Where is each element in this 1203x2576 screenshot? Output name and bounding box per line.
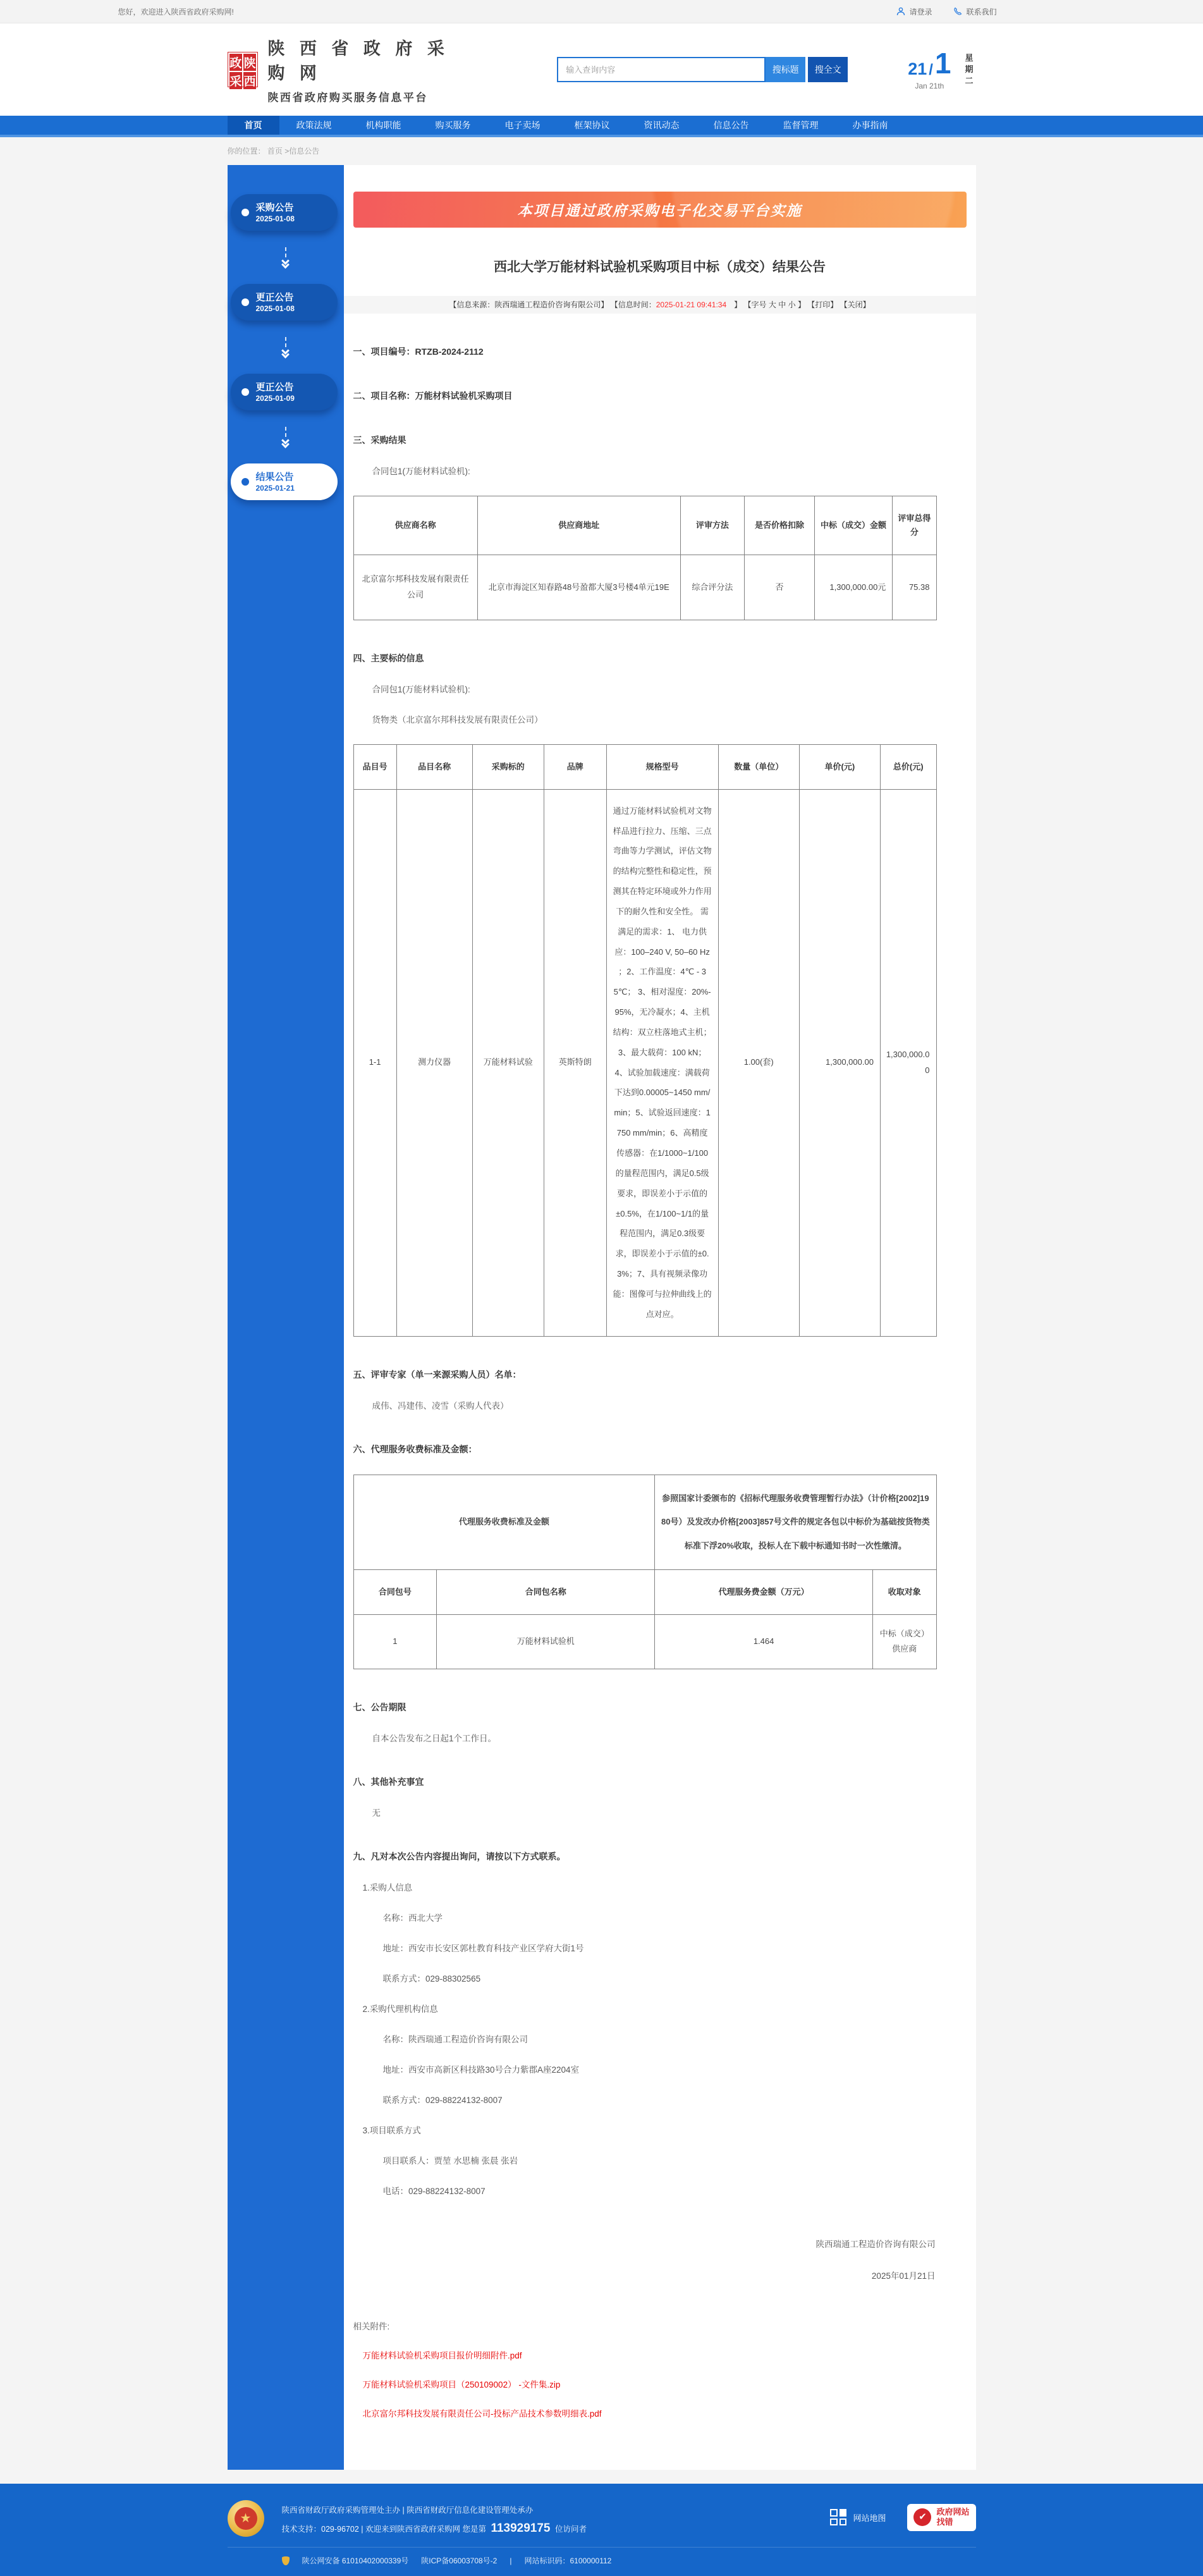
meta-bar xyxy=(344,296,976,314)
site-subtitle: 陕西省政府购买服务信息平台 xyxy=(267,92,428,104)
cell-subject: 万能材料试验 xyxy=(472,789,544,1336)
col-review-method: 评审方法 xyxy=(680,496,744,555)
public-security-shield-icon xyxy=(282,2556,290,2565)
nav-item-policies[interactable]: 政策法规 xyxy=(296,120,332,130)
seal-char: 政 xyxy=(229,54,242,71)
sitemap-link[interactable] xyxy=(830,2509,886,2525)
nav-item-framework-agreement[interactable]: 框架协议 xyxy=(574,120,610,130)
close-button[interactable]: 【关闭】 xyxy=(840,300,870,309)
meta-time-close: 】 xyxy=(726,300,742,309)
meta-fontsize-label: 【字号 xyxy=(743,300,767,309)
table-row xyxy=(353,1475,936,1569)
col-spec-model: 规格型号 xyxy=(606,744,718,789)
announcement-timeline-sidebar xyxy=(228,165,344,2470)
seal-char: 陕 xyxy=(243,54,256,71)
timeline-dot-icon xyxy=(241,388,249,396)
site-header xyxy=(0,23,1203,116)
signature-block xyxy=(353,2237,937,2281)
nav-item-functions[interactable]: 机构职能 xyxy=(365,120,401,130)
cell-price-deduction: 否 xyxy=(745,555,815,620)
announcement-title: 西北大学万能材料试验机采购项目中标（成交）结果公告 xyxy=(494,260,826,274)
other-matters-text: 无 xyxy=(372,1808,381,1819)
project-contact-heading: 3.项目联系方式 xyxy=(362,2126,421,2136)
error-report-logo-icon: ✔ xyxy=(913,2508,931,2526)
timeline-item-title: 结果公告 xyxy=(255,471,294,482)
notice-period-text: 自本公告发布之日起1个工作日。 xyxy=(372,1734,497,1744)
timeline-dot-icon xyxy=(241,298,249,306)
signature-date: 2025年01月21日 xyxy=(871,2271,936,2281)
project-contact-phone: 电话：029-88224132-8007 xyxy=(382,2187,485,2197)
cell-total-price: 1,300,000.00 xyxy=(880,789,936,1336)
cell-quantity: 1.00(套) xyxy=(718,789,799,1336)
date-day: 21 xyxy=(908,59,927,78)
nav-item-home[interactable]: 首页 xyxy=(228,116,279,135)
agency-info-heading: 2.采购代理机构信息 xyxy=(362,2004,438,2015)
nav-item-announcements[interactable]: 信息公告 xyxy=(713,120,749,130)
timeline-item-date: 2025-01-08 xyxy=(255,304,295,314)
col-supplier-address: 供应商地址 xyxy=(477,496,680,555)
col-item-name: 品目名称 xyxy=(396,744,472,789)
nav-item-purchase-services[interactable]: 购买服务 xyxy=(435,120,471,130)
col-item-no: 品目号 xyxy=(353,744,396,789)
timeline-item-date: 2025-01-08 xyxy=(255,214,295,224)
error-badge-line1: 政府网站 xyxy=(936,2507,970,2517)
timeline-item-title: 采购公告 xyxy=(255,202,294,213)
col-award-amount: 中标（成交）金额 xyxy=(814,496,893,555)
col-quantity: 数量（单位） xyxy=(718,744,799,789)
col-package-name: 合同包名称 xyxy=(437,1569,655,1614)
attachment-link-fileset-zip[interactable]: 万能材料试验机采购项目（250109002） -文件集.zip xyxy=(362,2380,561,2390)
nav-item-service-guide[interactable]: 办事指南 xyxy=(852,120,888,130)
cell-package-name: 万能材料试验机 xyxy=(437,1614,655,1669)
site-identification-code: 网站标识码：6100000112 xyxy=(524,2556,612,2566)
breadcrumb-current: >信息公告 xyxy=(284,147,320,156)
meta-time: 2025-01-21 09:41:34 xyxy=(656,300,727,309)
public-security-filing-link[interactable]: 陕公网安备 61010402000339号 xyxy=(302,2556,409,2566)
table-header-row xyxy=(353,1569,936,1614)
fontsize-large-button[interactable]: 大 xyxy=(768,300,776,309)
site-brand[interactable] xyxy=(228,35,479,104)
timeline-item-result-notice[interactable] xyxy=(231,463,338,500)
main-nav xyxy=(0,116,1203,135)
date-widget xyxy=(908,49,975,90)
table-row xyxy=(353,555,936,620)
down-arrow-icon xyxy=(228,427,344,447)
site-title: 陕 西 省 政 府 采 购 网 xyxy=(267,39,449,83)
purchaser-phone: 联系方式：029-88302565 xyxy=(382,1974,481,1984)
cell-fee-payer: 中标（成交）供应商 xyxy=(873,1614,937,1669)
procurement-result-table xyxy=(353,496,937,620)
cell-fee-amount: 1.464 xyxy=(655,1614,873,1669)
timeline-item-correction-notice-2[interactable] xyxy=(231,374,338,410)
attachments-label: 相关附件: xyxy=(353,2322,390,2332)
site-footer xyxy=(0,2484,1203,2576)
fontsize-medium-button[interactable]: 中 xyxy=(778,300,786,309)
phone-icon xyxy=(953,7,962,16)
timeline-item-title: 更正公告 xyxy=(255,381,294,393)
goods-category-line: 货物类（北京富尔邦科技发展有限责任公司） xyxy=(372,715,543,725)
timeline-dot-icon xyxy=(241,209,249,216)
search-input[interactable] xyxy=(557,57,766,82)
contract-package-line: 合同包1(万能材料试验机): xyxy=(372,467,470,476)
timeline-item-title: 更正公告 xyxy=(255,291,294,303)
experts-list: 成伟、冯建伟、凌雪（采购人代表） xyxy=(372,1401,509,1411)
col-subject: 采购标的 xyxy=(472,744,544,789)
table-row xyxy=(353,789,936,1336)
fontsize-small-button[interactable]: 小 xyxy=(788,300,796,309)
nav-item-news[interactable]: 资讯动态 xyxy=(644,120,680,130)
date-month: 1 xyxy=(934,47,951,80)
signature-company: 陕西瑞通工程造价咨询有限公司 xyxy=(815,2240,936,2250)
timeline-item-date: 2025-01-09 xyxy=(255,394,295,403)
breadcrumb-label: 你的位置： xyxy=(227,147,266,156)
cell-package-no: 1 xyxy=(353,1614,437,1669)
gov-site-error-report-badge[interactable] xyxy=(907,2504,975,2531)
purchaser-info-heading: 1.采购人信息 xyxy=(362,1883,413,1893)
welcome-text: 您好，欢迎进入陕西省政府采购网! xyxy=(118,7,234,16)
cell-total-score: 75.38 xyxy=(893,555,936,620)
col-total-price: 总价(元) xyxy=(880,744,936,789)
sitemap-icon xyxy=(830,2509,846,2525)
section-notice-period: 七、公告期限 xyxy=(353,1702,406,1713)
table-header-row xyxy=(353,744,936,789)
section-subject-info: 四、主要标的信息 xyxy=(353,653,424,663)
col-package-no: 合同包号 xyxy=(353,1569,437,1614)
section-review-experts: 五、评审专家（单一来源采购人员）名单： xyxy=(353,1369,522,1380)
breadcrumb xyxy=(228,137,976,165)
user-icon xyxy=(896,7,905,16)
weekday-label: 星期二 xyxy=(965,53,974,85)
search-box xyxy=(557,57,848,82)
cell-spec-model: 通过万能材料试验机对文物样品进行拉力、压缩、三点弯曲等力学测试，评估文物的结构完整性和稳定性，预测其在特定环境或外力作用下的耐久性和安全性。 需满足的需求：1、 电力供应：100–240 V, 50–60 Hz ；2、工作温度：4℃ - 35℃； 3、相对湿度：20%-95%，无冷凝水；4、主机结构：双立柱落地式主机；3、最大载荷：100 kN；4、试验加载速度：满载荷下达到0.00005~1450 mm/min；5、试验返回速度：1750 mm/min；6、高精度传感器：在1/1000~1/100的量程范围内，满足0.5级要求，即误差小于示值的±0.5%，在1/100~1/1的量程范围内，满足0.3级要求，即误差小于示值的±0.3%；7、具有视频录像功能：图像可与拉伸曲线上的点对应。 xyxy=(606,789,718,1336)
date-english: Jan 21th xyxy=(915,82,944,90)
cell-fee-standard-label: 代理服务收费标准及金额 xyxy=(353,1475,655,1569)
error-badge-line2: 找错 xyxy=(936,2517,953,2527)
login-label: 请登录 xyxy=(909,7,932,16)
footer-legal-bar xyxy=(228,2547,976,2576)
timeline-item-correction-notice-1[interactable] xyxy=(231,284,338,321)
search-title-button[interactable]: 搜标题 xyxy=(766,57,805,82)
col-unit-price: 单价(元) xyxy=(799,744,880,789)
agency-name: 名称：陕西瑞通工程造价咨询有限公司 xyxy=(382,2035,528,2045)
nav-item-e-marketplace[interactable]: 电子卖场 xyxy=(504,120,540,130)
cell-supplier-address: 北京市海淀区知春路48号盈都大厦3号楼4单元19E xyxy=(477,555,680,620)
section-project-number: 一、项目编号：RTZB-2024-2112 xyxy=(353,347,484,357)
footer-support-line xyxy=(282,2522,587,2536)
platform-banner: 本项目通过政府采购电子化交易平台实施 xyxy=(353,192,967,228)
table-header-row xyxy=(353,496,936,555)
seal-char: 西 xyxy=(243,72,256,89)
cell-item-name: 测力仪器 xyxy=(396,789,472,1336)
table-row xyxy=(353,1614,936,1669)
col-fee-amount: 代理服务费金额（万元） xyxy=(655,1569,873,1614)
col-brand: 品牌 xyxy=(544,744,606,789)
meta-time-label: 【信息时间： xyxy=(610,300,656,309)
timeline-item-date: 2025-01-21 xyxy=(255,484,295,493)
cell-unit-price: 1,300,000.00 xyxy=(799,789,880,1336)
cell-fee-standard-desc: 参照国家计委颁布的《招标代理服务收费管理暂行办法》（计价格[2002]1980号）及发改办价格[2003]857号文件的规定各包以中标价为基础按货物类标准下浮20%收取，投标人在下载中标通知书时一次性缴清。 xyxy=(655,1475,936,1569)
timeline-dot-icon xyxy=(241,478,249,486)
footer-support-suffix: 位访问者 xyxy=(554,2525,587,2534)
attachment-link-tech-params-pdf[interactable]: 北京富尔邦科技发展有限责任公司-投标产品技术参数明细表.pdf xyxy=(362,2409,602,2419)
contact-label: 联系我们 xyxy=(966,7,997,16)
subject-detail-table xyxy=(353,744,937,1337)
agency-address: 地址：西安市高新区科技路30号合力紫郡A座2204室 xyxy=(382,2065,580,2075)
icp-filing-link[interactable]: 陕ICP备06003708号-2 xyxy=(421,2556,498,2566)
footer-organizer-line: 陕西省财政厅政府采购管理处主办 | 陕西省财政厅信息化建设管理处承办 xyxy=(281,2506,534,2515)
footer-support-prefix: 技术支持：029-96702 | 欢迎来到陕西省政府采购网 您是第 xyxy=(281,2525,486,2534)
cell-brand: 英斯特朗 xyxy=(544,789,606,1336)
agency-phone: 联系方式：029-88224132-8007 xyxy=(382,2095,503,2106)
agency-fee-table xyxy=(353,1475,937,1670)
contract-package-line: 合同包1(万能材料试验机): xyxy=(372,684,470,694)
attachment-link-quotation-pdf[interactable]: 万能材料试验机采购项目报价明细附件.pdf xyxy=(362,2351,522,2361)
col-supplier-name: 供应商名称 xyxy=(353,496,477,555)
down-arrow-icon xyxy=(228,337,344,357)
cell-item-no: 1-1 xyxy=(353,789,396,1336)
topbar xyxy=(0,0,1203,23)
cell-review-method: 综合评分法 xyxy=(680,555,744,620)
login-link[interactable] xyxy=(896,6,932,17)
search-fulltext-button[interactable]: 搜全文 xyxy=(808,57,848,82)
cell-award-amount: 1,300,000.00元 xyxy=(814,555,893,620)
site-logo-seal-icon xyxy=(228,52,259,87)
contact-link[interactable] xyxy=(953,6,996,17)
cell-supplier-name: 北京富尔邦科技发展有限责任公司 xyxy=(353,555,477,620)
section-agency-fee: 六、代理服务收费标准及金额： xyxy=(353,1444,477,1454)
col-fee-payer: 收取对象 xyxy=(873,1569,937,1614)
down-arrow-icon xyxy=(228,247,344,267)
section-other-matters: 八、其他补充事宜 xyxy=(353,1777,424,1788)
timeline-item-procurement-notice[interactable] xyxy=(231,194,338,231)
footer-divider: | xyxy=(510,2556,512,2565)
col-price-deduction: 是否价格扣除 xyxy=(745,496,815,555)
purchaser-name: 名称：西北大学 xyxy=(382,1913,443,1923)
section-contact-info: 九、凡对本次公告内容提出询问，请按以下方式联系。 xyxy=(353,1851,566,1862)
purchaser-address: 地址：西安市长安区郭杜教育科技产业区学府大街1号 xyxy=(382,1944,584,1954)
section-project-name: 二、项目名称：万能材料试验机采购项目 xyxy=(353,391,513,401)
nav-item-supervision[interactable]: 监督管理 xyxy=(783,120,819,130)
print-button[interactable]: 【打印】 xyxy=(807,300,838,309)
col-total-score: 评审总得分 xyxy=(893,496,936,555)
sitemap-label: 网站地图 xyxy=(853,2513,886,2523)
meta-fontsize-close: 】 xyxy=(797,300,805,309)
section-procurement-result: 三、采购结果 xyxy=(353,435,406,445)
seal-char: 采 xyxy=(229,72,242,89)
project-contacts: 项目联系人：贾堃 水思楠 张晨 张岩 xyxy=(382,2156,518,2166)
attachments-section xyxy=(353,2319,937,2419)
meta-source: 【信息来源：陕西瑞通工程造价咨询有限公司】 xyxy=(449,300,609,309)
date-slash: / xyxy=(929,61,933,78)
visitor-count: 113929175 xyxy=(491,2522,551,2536)
breadcrumb-home-link[interactable]: 首页 xyxy=(267,147,283,156)
announcement-card xyxy=(344,165,976,2470)
national-emblem-icon: ★ xyxy=(228,2500,264,2537)
